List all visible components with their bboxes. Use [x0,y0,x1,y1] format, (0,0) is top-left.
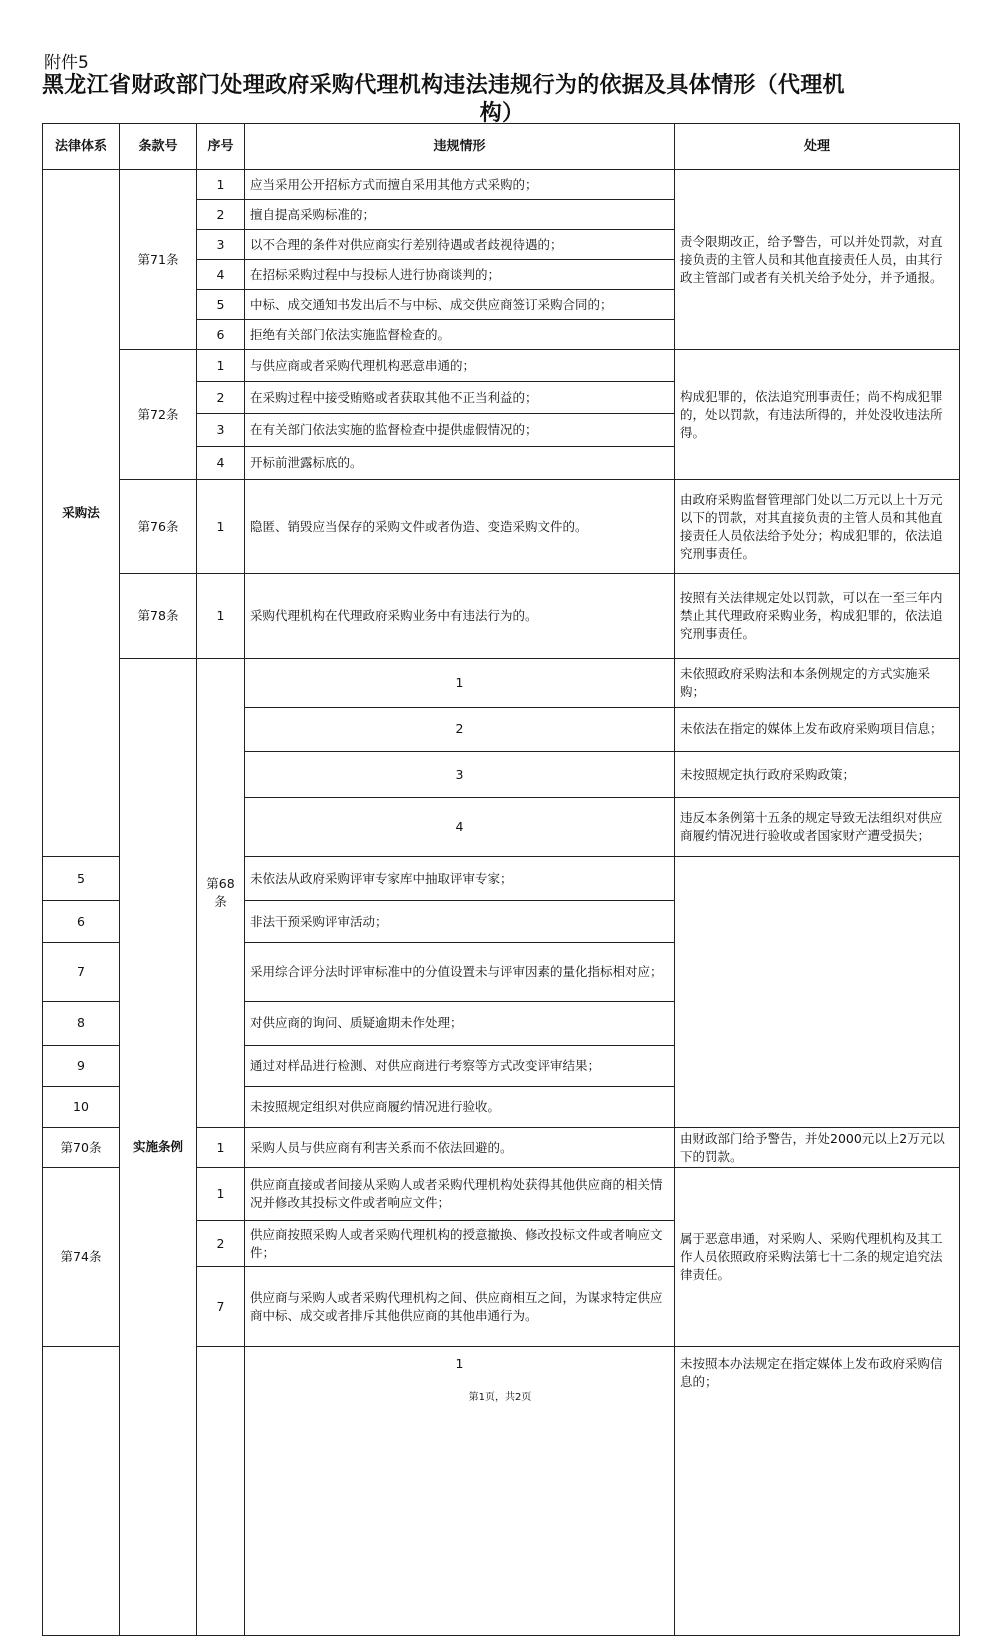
violation-cell: 供应商与采购人或者采购代理机构之间、供应商相互之间，为谋求特定供应商中标、成交或者排斥其他供应商的其他串通行为。 [245,1267,675,1347]
header-serial: 序号 [197,124,245,170]
serial-cell: 2 [197,1221,245,1267]
serial-cell: 1 [197,480,245,574]
serial-cell: 3 [197,230,245,260]
serial-cell: 7 [43,943,120,1002]
violation-cell: 中标、成交通知书发出后不与中标、成交供应商签订采购合同的； [245,290,675,320]
serial-cell: 6 [43,901,120,943]
violation-cell: 以不合理的条件对供应商实行差别待遇或者歧视待遇的； [245,230,675,260]
table-row [43,480,960,574]
violation-cell: 采用综合评分法时评审标准中的分值设置未与评审因素的量化指标相对应； [245,943,675,1002]
article-cell: 第70条 [43,1128,120,1168]
regulation-table [42,123,960,1636]
article-cell: 第68条 [197,659,245,1128]
violation-cell: 在招标采购过程中与投标人进行协商谈判的； [245,260,675,290]
handling-cell: 属于恶意串通，对采购人、采购代理机构及其工作人员依照政府采购法第七十二条的规定追究法律责任。 [675,1168,960,1347]
header-article: 条款号 [120,124,197,170]
article-cell: 第72条 [120,350,197,480]
serial-cell: 1 [197,1168,245,1221]
violation-cell: 采购人员与供应商有利害关系而不依法回避的。 [245,1128,675,1168]
page-title [42,72,962,128]
header-violation: 违规情形 [245,124,675,170]
table-row [43,350,960,382]
title-line-1: 黑龙江省财政部门处理政府采购代理机构违法违规行为的依据及具体情形（代理机 [42,73,845,98]
serial-cell: 1 [197,350,245,382]
table-header-row [43,124,960,170]
violation-cell: 隐匿、销毁应当保存的采购文件或者伪造、变造采购文件的。 [245,480,675,574]
serial-cell: 5 [197,290,245,320]
violation-cell: 拒绝有关部门依法实施监督检查的。 [245,320,675,350]
violation-cell: 擅自提高采购标准的； [245,200,675,230]
law-system-cell: 实施条例 [120,659,197,1636]
violation-cell: 未依照政府采购法和本条例规定的方式实施采购； [675,659,960,708]
violation-cell: 在采购过程中接受贿赂或者获取其他不正当利益的； [245,382,675,414]
violation-cell: 与供应商或者采购代理机构恶意串通的； [245,350,675,382]
violation-cell: 供应商按照采购人或者采购代理机构的授意撤换、修改投标文件或者响应文件； [245,1221,675,1267]
violation-cell: 在有关部门依法实施的监督检查中提供虚假情况的； [245,414,675,447]
violation-cell: 未按照规定执行政府采购政策； [675,751,960,797]
serial-cell: 3 [245,751,675,797]
table-row [43,659,960,708]
handling-cell: 按照有关法律规定处以罚款，可以在一至三年内禁止其代理政府采购业务，构成犯罪的，依法追究刑事责任。 [675,574,960,659]
attachment-label: 附件5 [44,53,89,73]
serial-cell: 4 [197,447,245,480]
table-row [43,170,960,200]
header-law-system: 法律体系 [43,124,120,170]
serial-cell: 3 [197,414,245,447]
violation-cell: 未按照本办法规定在指定媒体上发布政府采购信息的； [675,1347,960,1636]
handling-cell: 由政府采购监督管理部门处以二万元以上十万元以下的罚款，对其直接负责的主管人员和其他直接责任人员依法给予处分；构成犯罪的，依法追究刑事责任。 [675,480,960,574]
violation-cell: 通过对样品进行检测、对供应商进行考察等方式改变评审结果； [245,1046,675,1087]
violation-cell: 采购代理机构在代理政府采购业务中有违法行为的。 [245,574,675,659]
violation-cell: 应当采用公开招标方式而擅自采用其他方式采购的； [245,170,675,200]
article-cell: 第78条 [120,574,197,659]
serial-cell: 4 [245,798,675,857]
violation-cell: 违反本条例第十五条的规定导致无法组织对供应商履约情况进行验收或者国家财产遭受损失； [675,798,960,857]
header-handling: 处理 [675,124,960,170]
serial-cell: 6 [197,320,245,350]
serial-cell: 1 [197,170,245,200]
violation-cell: 对供应商的询问、质疑逾期未作处理； [245,1001,675,1045]
handling-cell: 责令限期改正，给予警告，可以并处罚款，对直接负责的主管人员和其他直接责任人员，由其行政主管部门或者有关机关给予处分，并予通报。 [675,170,960,350]
serial-cell: 2 [245,707,675,751]
table-row [43,574,960,659]
law-system-cell: 采购法 [43,170,120,857]
serial-cell: 1 [197,1128,245,1168]
handling-cell: 由财政部门给予警告，并处2000元以上2万元以下的罚款。 [675,1128,960,1168]
handling-cell: 构成犯罪的，依法追究刑事责任；尚不构成犯罪的，处以罚款，有违法所得的，并处没收违法所得。 [675,350,960,480]
serial-cell: 1 [197,574,245,659]
serial-cell: 2 [197,200,245,230]
serial-cell: 7 [197,1267,245,1347]
article-cell: 第74条 [43,1168,120,1347]
violation-cell: 未依法从政府采购评审专家库中抽取评审专家； [245,856,675,900]
serial-cell: 5 [43,856,120,900]
serial-cell: 10 [43,1087,120,1128]
serial-cell: 1 [245,659,675,708]
serial-cell: 2 [197,382,245,414]
violation-cell: 开标前泄露标底的。 [245,447,675,480]
violation-cell: 未按照规定组织对供应商履约情况进行验收。 [245,1087,675,1128]
serial-cell: 9 [43,1046,120,1087]
page-footer: 第1页，共2页 [468,1392,532,1403]
violation-cell: 未依法在指定的媒体上发布政府采购项目信息； [675,707,960,751]
violation-cell: 非法干预采购评审活动； [245,901,675,943]
article-cell: 第71条 [120,170,197,350]
violation-cell: 供应商直接或者间接从采购人或者采购代理机构处获得其他供应商的相关情况并修改其投标文件或者响应文件； [245,1168,675,1221]
serial-cell: 1 [245,1347,675,1636]
serial-cell: 8 [43,1001,120,1045]
serial-cell: 4 [197,260,245,290]
title-line-2: 构） [479,101,525,126]
article-cell: 第76条 [120,480,197,574]
